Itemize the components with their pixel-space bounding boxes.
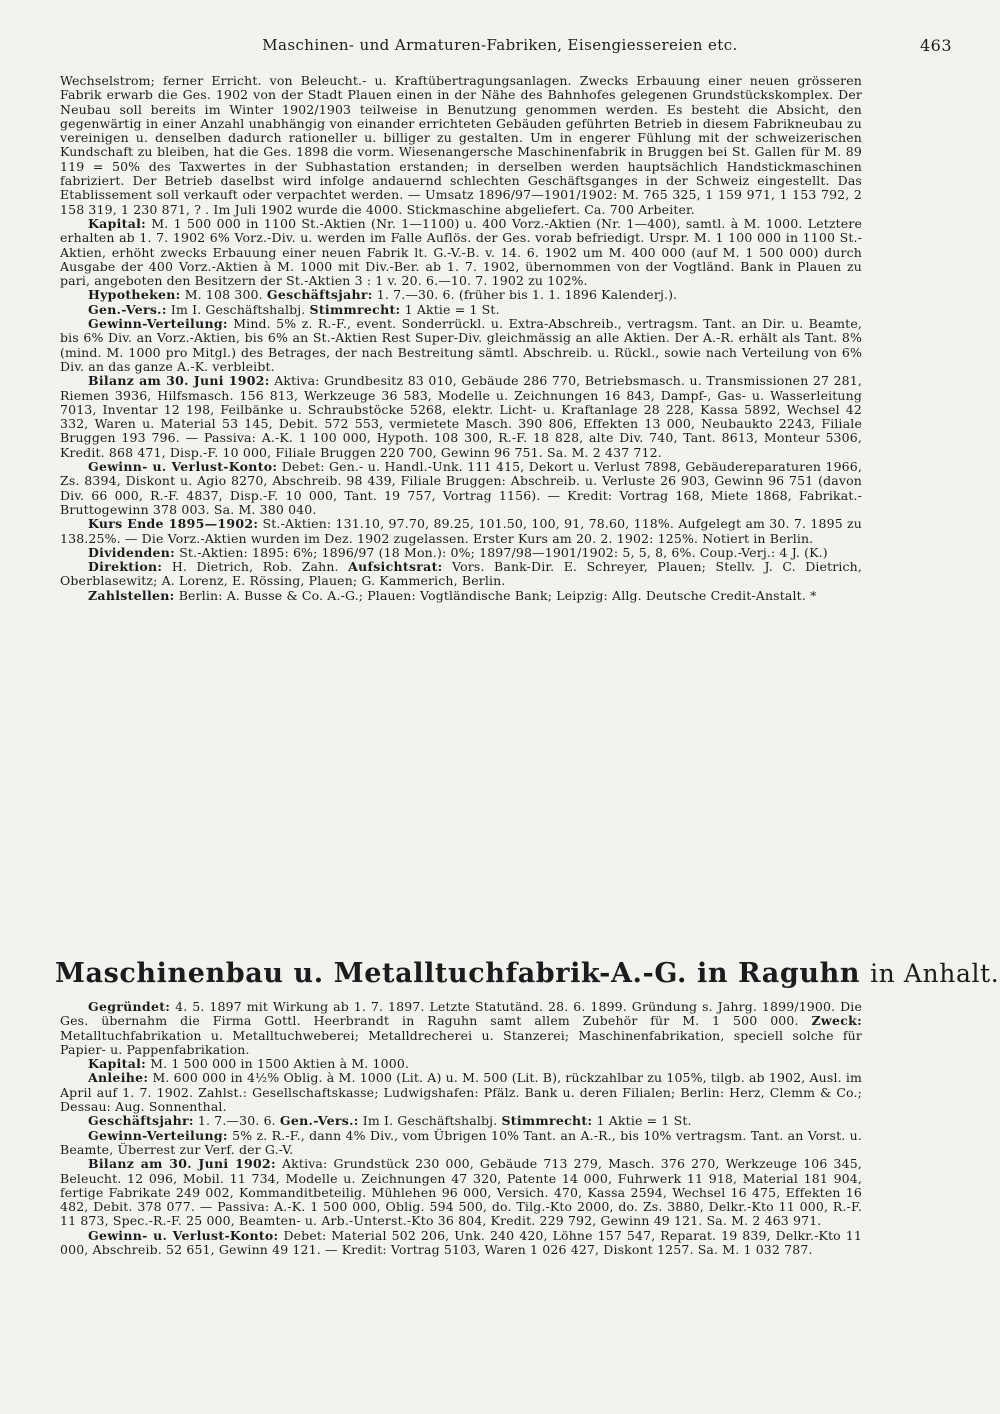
genvers-label: Gen.-Vers.: (88, 301, 167, 317)
gegruendet-entry (60, 1000, 862, 1057)
company-location: in Anhalt. (870, 959, 1000, 988)
guv-entry (60, 460, 862, 517)
kapital-text: M. 1 500 000 in 1100 St.-Aktien (Nr. 1—1100) u. 400 Vorz.-Aktien (Nr. 1—400), samtl. à M. 1000. Letztere erhalten ab 1. 7. 1902 6% Vorz.-Div. u. werden im Falle Auflös. der Ges. vorab befriedigt. Urspr. M. 1 100 000 in 1100 St.-Aktien, erhöht zwecks Erbauung einer neuen Fabrik lt. G.-V.-B. v. 14. 6. 1902 um M. 400 000 (auf M. 1 500 000) durch Ausgabe der 400 Vorz.-Aktien à M. 1000 mit Div.-Ber. ab 1. 7. 1902, übernommen von der Vogtländ. Bank in Plauen zu pari, angeboten den Besitzern der St.-Aktien 3 : 1 v. 20. 6.—10. 7. 1902 zu 102%. (60, 215, 862, 289)
anleihe-text: M. 600 000 in 4½% Oblig. à M. 1000 (Lit. A) u. M. 500 (Lit. B), rückzahlbar zu 105%, tilgb. ab 1902, Ausl. im April auf 1. 7. 1902. Zahlst.: Gesellschaftskasse; Ludwigshafen: Pfälz. Bank u. deren Filialen; Berlin: Herz, Clemm & Co.; Dessau: Aug. Sonnenthal. (60, 1070, 863, 1115)
direktion-entry (60, 560, 862, 589)
geschaeftsjahr-text: 1. 7.—30. 6. (früher bis 1. 1. 1896 Kalenderj.). (376, 287, 678, 303)
geschaeftsjahr-label: Geschäftsjahr: (266, 287, 373, 303)
hypotheken-text: M. 108 300. (184, 287, 263, 303)
kapital-label: Kapital: (88, 215, 147, 231)
page-header (60, 36, 952, 60)
stimmrecht-text: 1 Aktie = 1 St. (404, 301, 500, 317)
geschaeftsjahr2-text: 1. 7.—30. 6. (197, 1113, 276, 1129)
kapital2-text: M. 1 500 000 in 1500 Aktien à M. 1000. (150, 1056, 410, 1072)
bilanz-text: Aktiva: Grundbesitz 83 010, Gebäude 286 770, Betriebsmasch. u. Transmissionen 27 281, Riemen 3936, Hilfsmasch. 156 813, Werkzeuge 36 583, Modelle u. Zeichnungen 16 843, Dampf-, Gas- u. Wasserleitung 7013, Inventar 12 198, Feilbänke u. Schraubstöcke 5268, elektr. Licht- u. Kraftanlage 28 228, Kassa 5892, Wechsel 42 332, Waren u. Material 53 145, Debit. 572 553, vermietete Masch. 390 806, Effekten 13 000, Neubaukto 2243, Filiale Bruggen 193 796. — Passiva: A.-K. 1 100 000, Hypoth. 108 300, R.-F. 18 828, alte Div. 740, Tant. 8613, Monteur 5306, Kredit. 868 471, Disp.-F. 10 000, Filiale Bruggen 220 700, Gewinn 96 751. Sa. M. 2 437 712. (60, 373, 862, 460)
stimmrecht-label: Stimmrecht: (309, 301, 401, 317)
guv-label: Gewinn- u. Verlust-Konto: (88, 459, 278, 475)
kurs-entry (60, 517, 862, 546)
kapital2-entry (60, 1057, 862, 1071)
gewinn-verteilung-entry (60, 317, 862, 374)
guv2-entry (60, 1229, 862, 1258)
dividenden-text: St.-Aktien: 1895: 6%; 1896/97 (18 Mon.): 0%; 1897/98—1901/1902: 5, 5, 8, 6%. Coup.-Verj.: 4 J. (K.) (179, 544, 828, 560)
genvers-text: Im I. Geschäftshalbj. (170, 301, 306, 317)
direktion-label: Direktion: (88, 559, 163, 575)
hypotheken-entry (60, 288, 862, 302)
anleihe-entry (60, 1071, 862, 1114)
geschaeftsjahr2-entry (60, 1114, 862, 1128)
dividenden-entry (60, 546, 862, 560)
section-1-body (60, 74, 862, 603)
kurs-text: St.-Aktien: 131.10, 97.70, 89.25, 101.50, 100, 91, 78.60, 118%. Aufgelegt am 30. 7. 1895 zu 138.25%. — Die Vorz.-Aktien wurden im Dez. 1902 zugelassen. Erster Kurs am 20. 2. 1902: 125%. Notiert in Berlin. (60, 516, 862, 546)
zweck-label: Zweck: (811, 1013, 863, 1029)
guv-text: Debet: Gen.- u. Handl.-Unk. 111 415, Dekort u. Verlust 7898, Gebäudereparaturen 1966, Zs. 8394, Diskont u. Agio 8270, Abschreib. 98 439, Filiale Bruggen: Abschreib. u. Verluste 26 903, Gewinn 96 751 (davon Div. 66 000, R.-F. 4837, Disp.-F. 10 000, Tant. 19 757, Vortrag 1156). — Kredit: Vortrag 168, Miete 1868, Fabrikat.-Bruttogewinn 378 003. Sa. M. 380 040. (60, 459, 863, 517)
kurs-label: Kurs Ende 1895—1902: (88, 516, 259, 532)
zahlstellen-text: Berlin: A. Busse & Co. A.-G.; Plauen: Vogtländische Bank; Leipzig: Allg. Deutsche Credit-Anstalt. * (178, 587, 817, 603)
genvers-entry (60, 303, 862, 317)
direktion-text: H. Dietrich, Rob. Zahn. (171, 559, 339, 575)
hypotheken-label: Hypotheken: (88, 287, 181, 303)
geschaeftsjahr2-label: Geschäftsjahr: (88, 1113, 194, 1129)
gegruendet-label: Gegründet: (88, 999, 171, 1014)
page-number: 463 (919, 36, 952, 55)
gewinn-verteilung2-entry (60, 1129, 862, 1158)
zahlstellen-entry (60, 589, 862, 603)
bilanz2-label: Bilanz am 30. Juni 1902: (88, 1156, 276, 1172)
dividenden-label: Dividenden: (88, 544, 176, 560)
guv2-label: Gewinn- u. Verlust-Konto: (88, 1227, 279, 1243)
guv2-text: Debet: Material 502 206, Unk. 240 420, Löhne 157 547, Reparat. 19 839, Delkr.-Kto 11 000, Abschreib. 52 651, Gewinn 49 121. — Kredit: Vortrag 5103, Waren 1 026 427, Diskont 1257. Sa. M. 1 032 787. (60, 1227, 863, 1258)
zweck-text: Metalltuchfabrikation u. Metalltuchweberei; Metalldrecherei u. Stanzerei; Maschinenfabrikation, speciell solche für Papier- u. Pappenfabrikation. (60, 1027, 862, 1057)
anleihe-label: Anleihe: (88, 1070, 149, 1086)
kapital2-label: Kapital: (88, 1056, 147, 1072)
gewinn-verteilung-text: Mind. 5% z. R.-F., event. Sonderrückl. u. Extra-Abschreib., vertragsm. Tant. an Dir. u. Beamte, bis 6% Div. an Vorz.-Aktien, bis 6% an St.-Aktien Rest Super-Div. gleichmässig an alle Aktien. Der A.-R. erhält als Tant. 8% (mind. M. 1000 pro Mitgl.) des Betrages, der nach Bestreitung sämtl. Abschreib. u. Rückl., sowie nach Verteilung von 6% Div. an das ganze A.-K. verbleibt. (60, 316, 863, 374)
bilanz2-entry (60, 1157, 862, 1228)
bilanz-label: Bilanz am 30. Juni 1902: (88, 373, 270, 389)
gewinn-verteilung2-text: 5% z. R.-F., dann 4% Div., vom Übrigen 10% Tant. an A.-R., bis 10% vertragsm. Tant. an Vorst. u. Beamte, Überrest zur Verf. der G.-V. (60, 1127, 863, 1157)
zahlstellen-label: Zahlstellen: (88, 587, 175, 603)
section-2-body (60, 1000, 862, 1257)
aufsichtsrat-text: Vors. Bank-Dir. E. Schreyer, Plauen; Stellv. J. C. Dietrich, Oberblasewitz; A. Lorenz, E. Rössing, Plauen; G. Kammerich, Berlin. (60, 559, 862, 589)
gewinn-verteilung-label: Gewinn-Verteilung: (88, 316, 228, 332)
company-name: Maschinenbau u. Metalltuchfabrik-A.-G. in Raguhn (55, 958, 861, 989)
gewinn-verteilung2-label: Gewinn-Verteilung: (88, 1127, 228, 1143)
intro-paragraph: Wechselstrom; ferner Erricht. von Beleucht.- u. Kraftübertragungsanlagen. Zwecks Erbauung einer neuen grösseren Fabrik erwarb die Ges. 1902 von der Stadt Plauen einen in der Nähe des Bahnhofes gelegenen Grundstückskomplex. Der Neubau soll bereits im Winter 1902/1903 teilweise in Benutzung genommen werden. Es besteht die Absicht, den gegenwärtig in einer Anzahl unabhängig von einander errichteten Gebäuden geführten Betrieb in diesem Fabrikneubau zu vereinigen u. denselben dadurch rationeller u. billiger zu gestalten. Um in engerer Fühlung mit der schweizerischen Kundschaft zu bleiben, hat die Ges. 1898 die vorm. Wiesenangersche Maschinenfabrik in Bruggen bei St. Gallen für M. 89 119 = 50% des Taxwertes in der Subhastation erstanden; in derselben werden hauptsächlich Handstickmaschinen fabriziert. Der Betrieb daselbst wird infolge andauernd schlechten Geschäftsganges in der Schweiz eingestellt. Das Etablissement soll verkauft oder verpachtet werden. — Umsatz 1896/97—1901/1902: M. 765 325, 1 159 971, 1 153 792, 2 158 319, 1 230 871, ? . Im Juli 1902 wurde die 4000. Stickmaschine abgeliefert. Ca. 700 Arbeiter. (60, 73, 862, 217)
bilanz-entry (60, 374, 862, 460)
stimmrecht2-text: 1 Aktie = 1 St. (596, 1113, 692, 1129)
bilanz2-text: Aktiva: Grundstück 230 000, Gebäude 713 279, Masch. 376 270, Werkzeuge 106 345, Beleucht. 12 096, Mobil. 11 734, Modelle u. Zeichnungen 47 320, Patente 14 000, Fuhrwerk 11 918, Material 181 904, fertige Fabrikate 249 002, Kommanditbeteilig. Mühlehen 96 000, Versich. 470, Kassa 2594, Wechsel 16 475, Effekten 16 482, Debit. 378 077. — Passiva: A.-K. 1 500 000, Oblig. 594 500, do. Tilg.-Kto 2000, do. Zs. 3880, Delkr.-Kto 11 000, R.-F. 11 873, Spec.-R.-F. 25 000, Beamten- u. Arb.-Unterst.-Kto 36 804, Kredit. 229 792, Gewinn 49 121. Sa. M. 2 463 971. (60, 1156, 862, 1229)
running-title: Maschinen- und Armaturen-Fabriken, Eisengiessereien etc. (262, 36, 738, 54)
stimmrecht2-label: Stimmrecht: (501, 1113, 593, 1129)
genvers2-text: Im I. Geschäftshalbj. (362, 1113, 498, 1129)
company-heading (55, 958, 1000, 989)
aufsichtsrat-label: Aufsichtsrat: (348, 559, 443, 575)
gegruendet-text: 4. 5. 1897 mit Wirkung ab 1. 7. 1897. Letzte Statutänd. 28. 6. 1899. Gründung s. Jahrg. 1899/1900. Die Ges. übernahm die Firma Gottl. Heerbrandt in Raguhn samt allem Zubehör für M. 1 500 000. (60, 999, 863, 1029)
kapital-entry (60, 217, 862, 288)
genvers2-label: Gen.-Vers.: (279, 1113, 359, 1129)
